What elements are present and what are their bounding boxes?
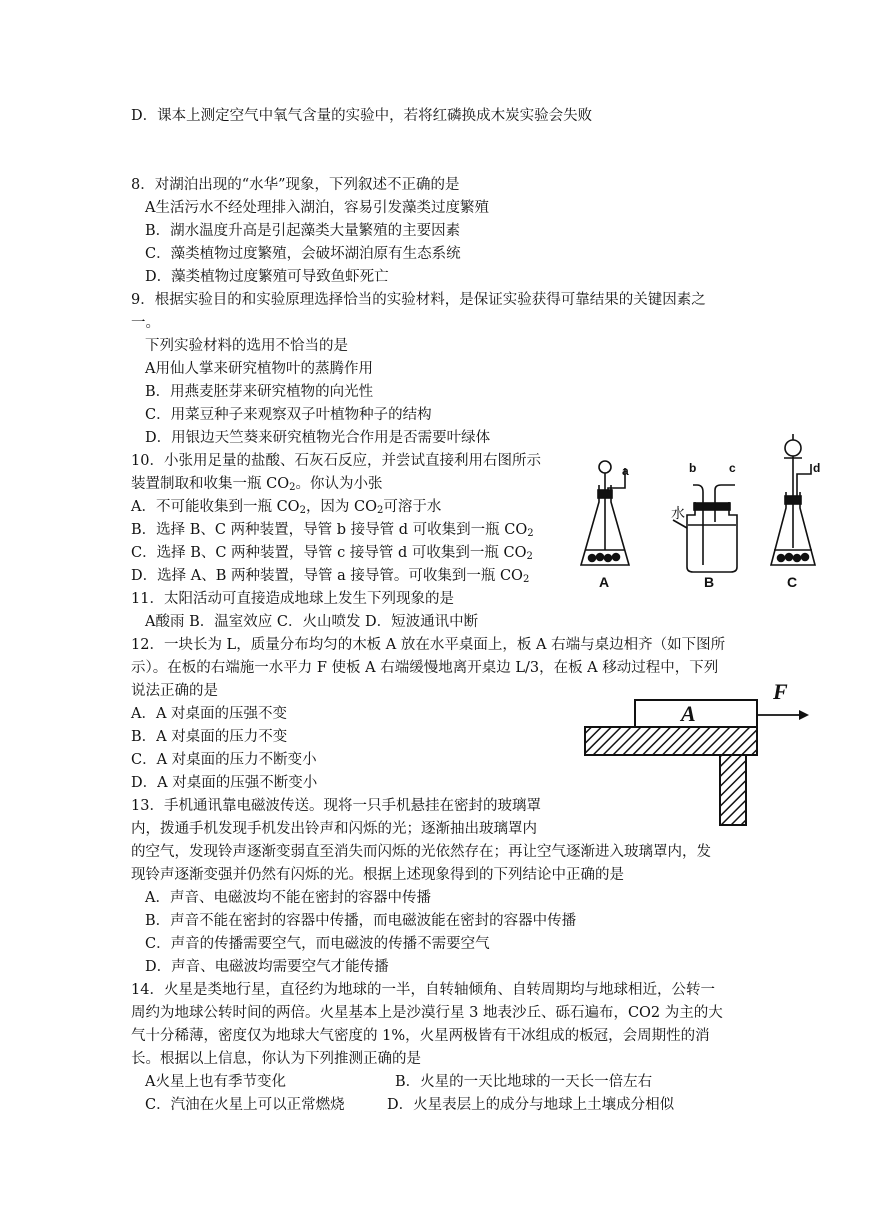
q12-stem-line1: 12．一块长为 L，质量分布均匀的木板 A 放在水平桌面上，板 A 右端与桌边相齐（如下图所 — [131, 637, 726, 653]
q9-stem-line2: 一。 — [131, 315, 160, 331]
q14-stem-line4: 长。根据以上信息，你认为下列推测正确的是 — [131, 1051, 421, 1067]
q10-apparatus-figure — [575, 430, 840, 595]
q11-options: A酸雨 B．温室效应 C．火山喷发 D．短波通讯中断 — [145, 614, 479, 630]
q12-board-figure — [583, 675, 823, 830]
q13-option-b: B．声音不能在密封的容器中传播，而电磁波能在密封的容器中传播 — [145, 913, 577, 929]
q8-option-b: B．湖水温度升高是引起藻类大量繁殖的主要因素 — [145, 223, 461, 239]
q14-stem-line2: 周约为地球公转时间的两倍。火星基本上是沙漠行星 3 地表沙丘、砾石遍布，CO2 为主的大 — [131, 1005, 723, 1021]
q10-stem-line2: 装置制取和收集一瓶 $CO_2$。你认为小张 — [131, 476, 383, 493]
q10-option-d: D．选择 A、B 两种装置，导管 a 接导管。可收集到一瓶 $CO_2$ — [131, 568, 530, 585]
q14-stem-line3: 气十分稀薄，密度仅为地球大气密度的 1%，火星两极皆有干冰组成的板冠，会周期性的消 — [131, 1028, 710, 1044]
flask-a-stones — [589, 554, 620, 562]
q12-option-d: D．A 对桌面的压强不断变小 — [131, 775, 318, 791]
q8-option-d: D．藻类植物过度繁殖可导致鱼虾死亡 — [145, 269, 389, 285]
q11-stem: 11．太阳活动可直接造成地球上发生下列现象的是 — [131, 591, 454, 607]
q14-stem-line1: 14．火星是类地行星，直径约为地球的一半，自转轴倾角、自转周期均与地球相近，公转一 — [131, 982, 715, 998]
board-label: A — [681, 701, 696, 726]
label-tube-a: a — [622, 464, 629, 478]
q14-option-a: A火星上也有季节变化 — [145, 1074, 286, 1090]
q8-stem: 8．对湖泊出现的“水华”现象，下列叙述不正确的是 — [131, 177, 460, 193]
q13-stem-line1: 13．手机通讯靠电磁波传送。现将一只手机悬挂在密封的玻璃罩 — [131, 798, 541, 814]
label-tube-b: b — [689, 461, 697, 475]
q14-option-c: C．汽油在火星上可以正常燃烧 — [145, 1097, 345, 1113]
flask-c-stones — [778, 554, 809, 562]
q9-option-c: C．用菜豆种子来观察双子叶植物种子的结构 — [145, 407, 432, 423]
bottle-b — [673, 485, 737, 572]
q8-option-c: C．藻类植物过度繁殖，会破坏湖泊原有生态系统 — [145, 246, 461, 262]
q8-option-a: A生活污水不经处理排入湖泊，容易引发藻类过度繁殖 — [145, 200, 489, 216]
q9-stem-line1: 9．根据实验目的和实验原理选择恰当的实验材料，是保证实验获得可靠结果的关键因素之 — [131, 292, 706, 308]
q10-stem-line1: 10．小张用足量的盐酸、石灰石反应，并尝试直接利用右图所示 — [131, 453, 541, 469]
label-tube-d: d — [813, 461, 821, 475]
label-tube-c: c — [729, 461, 736, 475]
q14-option-d: D．火星表层上的成分与地球上土壤成分相似 — [387, 1097, 675, 1113]
q7-option-d: D．课本上测定空气中氧气含量的实验中，若将红磷换成木炭实验会失败 — [131, 108, 593, 124]
q10-option-c: C．选择 B、C 两种装置，导管 c 接导管 d 可收集到一瓶 $CO_2$ — [131, 545, 533, 562]
label-c: C — [787, 574, 798, 590]
q10-option-b: B．选择 B、C 两种装置，导管 b 接导管 d 可收集到一瓶 $CO_2$ — [131, 522, 534, 539]
label-water: 水 — [671, 506, 685, 522]
label-b: B — [704, 574, 715, 590]
q9-stem-line3: 下列实验材料的选用不恰当的是 — [145, 338, 348, 354]
q10-option-a: A．不可能收集到一瓶 $CO_2$，因为 $CO_2$可溶于水 — [131, 499, 442, 516]
q12-stem-line3: 说法正确的是 — [131, 683, 218, 699]
q13-option-d: D．声音、电磁波均需要空气才能传播 — [145, 959, 389, 975]
label-a: A — [599, 574, 610, 590]
q9-option-b: B．用燕麦胚芽来研究植物的向光性 — [145, 384, 374, 400]
q12-option-c: C．A 对桌面的压力不断变小 — [131, 752, 317, 768]
q14-option-b: B．火星的一天比地球的一天长一倍左右 — [395, 1074, 653, 1090]
q13-stem-line3: 的空气，发现铃声逐渐变弱直至消失而闪烁的光依然存在；再让空气逐渐进入玻璃罩内，发 — [131, 844, 711, 860]
force-label: F — [773, 679, 788, 704]
table-top — [585, 727, 757, 755]
table-leg — [720, 755, 746, 825]
q13-stem-line4: 现铃声逐渐变强并仍然有闪烁的光。根据上述现象得到的下列结论中正确的是 — [131, 867, 624, 883]
q9-option-d: D．用银边天竺葵来研究植物光合作用是否需要叶绿体 — [145, 430, 491, 446]
q12-option-a: A．A 对桌面的压强不变 — [131, 706, 288, 722]
q13-stem-line2: 内，拨通手机发现手机发出铃声和闪烁的光；逐渐抽出玻璃罩内 — [131, 821, 537, 837]
q9-option-a: A用仙人掌来研究植物叶的蒸腾作用 — [145, 361, 373, 377]
board-a — [635, 700, 757, 727]
q12-stem-line2: 示）。在板的右端施一水平力 F 使板 A 右端缓慢地离开桌边 L/3，在板 A 移动过程中，下列 — [131, 660, 719, 676]
flask-c — [771, 434, 815, 565]
q13-option-c: C．声音的传播需要空气，而电磁波的传播不需要空气 — [145, 936, 490, 952]
q13-option-a: A．声音、电磁波均不能在密封的容器中传播 — [145, 890, 431, 906]
q12-option-b: B．A 对桌面的压力不变 — [131, 729, 288, 745]
